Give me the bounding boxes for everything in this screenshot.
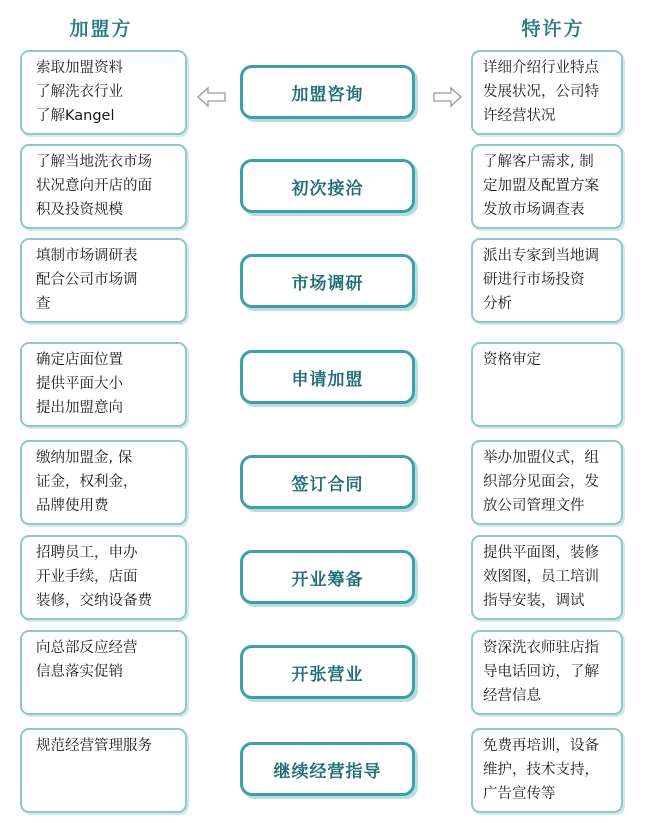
franchisee-box-2: 了解当地洗衣市场 状况意向开店的面 积及投资规模 [20, 144, 187, 229]
franchisee-box-7: 向总部反应经营 信息落实促销 [20, 630, 187, 715]
franchisee-box-8: 规范经营管理服务 [20, 728, 187, 813]
franchisor-box-7: 资深洗衣师驻店指 导电话回访，了解 经营信息 [471, 630, 623, 715]
franchisor-box-1: 详细介绍行业特点 发展状况，公司特 许经营状况 [471, 50, 623, 135]
right-arrow-icon [432, 86, 462, 108]
header-franchisee: 加盟方 [69, 18, 133, 40]
stage-box-7: 开张营业 [240, 645, 415, 699]
stage-box-6: 开业筹备 [240, 550, 415, 604]
stage-box-8: 继续经营指导 [240, 742, 415, 796]
left-arrow-icon [197, 86, 227, 108]
header-franchisor: 特许方 [521, 18, 585, 40]
stage-box-5: 签订合同 [240, 455, 415, 509]
franchisor-box-5: 举办加盟仪式，组 织部分见面会，发 放公司管理文件 [471, 440, 623, 525]
franchisor-box-8: 免费再培训，设备 维护，技术支持， 广告宣传等 [471, 728, 623, 813]
stage-box-1: 加盟咨询 [240, 65, 415, 119]
franchisor-box-3: 派出专家到当地调 研进行市场投资 分析 [471, 238, 623, 323]
franchisee-box-3: 填制市场调研表 配合公司市场调 查 [20, 238, 187, 323]
franchisor-box-4: 资格审定 [471, 342, 623, 427]
stage-box-4: 申请加盟 [240, 350, 415, 404]
franchisee-box-1: 索取加盟资料 了解洗衣行业 了解Kangel [20, 50, 187, 135]
stage-box-2: 初次接洽 [240, 159, 415, 213]
stage-box-3: 市场调研 [240, 254, 415, 308]
franchisor-box-2: 了解客户需求, 制 定加盟及配置方案 发放市场调查表 [471, 144, 623, 229]
franchisee-box-4: 确定店面位置 提供平面大小 提出加盟意向 [20, 342, 187, 427]
franchisee-box-5: 缴纳加盟金, 保 证金，权利金， 品牌使用费 [20, 440, 187, 525]
franchisor-box-6: 提供平面图，装修 效图图，员工培训 指导安装，调试 [471, 535, 623, 620]
franchisee-box-6: 招聘员工，申办 开业手续，店面 装修，交纳设备费 [20, 535, 187, 620]
